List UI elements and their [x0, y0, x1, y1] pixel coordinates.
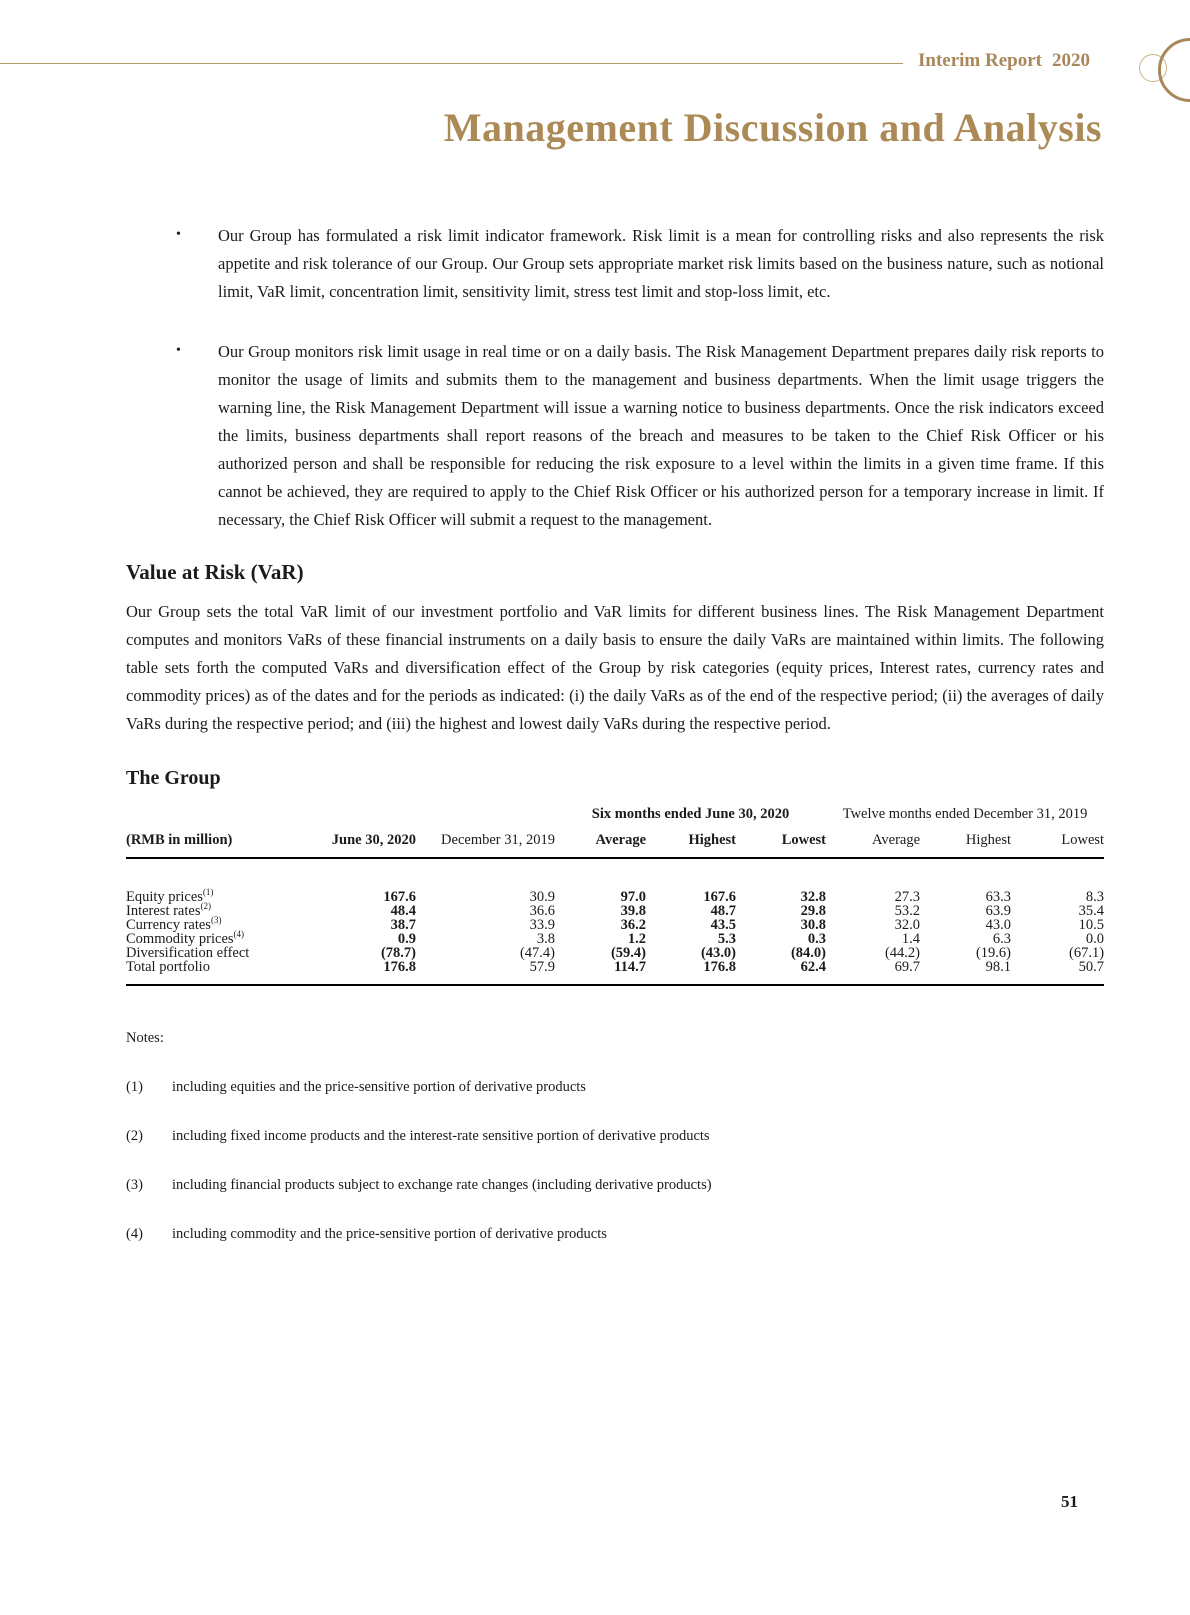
table-cell: (44.2) [884, 945, 921, 961]
row-label: Commodity prices$^{(4)}$ [126, 929, 245, 947]
table-group-header-row [126, 806, 1104, 832]
table-cell: 43.0 [985, 917, 1012, 933]
table-column-header: Lowest [1011, 832, 1104, 858]
table-cell: 29.8 [800, 903, 827, 919]
table-row [126, 932, 1104, 946]
note-number: (2) [126, 1128, 143, 1144]
note-item [126, 1176, 1104, 1194]
table-cell: 98.1 [920, 960, 1011, 985]
table-cell: 167.6 [383, 889, 416, 905]
note-item [126, 1225, 1104, 1243]
table-cell: 63.3 [985, 889, 1012, 905]
note-text: including fixed income products and the interest-rate sensitive portion of derivative products [172, 1128, 710, 1144]
page-title: Management Discussion and Analysis [443, 105, 1102, 150]
table-row [126, 858, 1104, 904]
table-cell: 176.8 [646, 960, 736, 985]
note-number: (3) [126, 1177, 143, 1193]
table-column-header: June 30, 2020 [297, 832, 416, 858]
notes-heading: Notes: [126, 1030, 164, 1046]
table-cell: 10.5 [1078, 917, 1105, 933]
table-cell: 53.2 [894, 903, 921, 919]
bullet-item [126, 222, 1104, 306]
var-table [126, 806, 1104, 986]
var-section-heading: Value at Risk (VaR) [126, 560, 304, 584]
table-column-header: Average [826, 832, 920, 858]
note-text: including commodity and the price-sensitive portion of derivative products [172, 1226, 607, 1242]
table-cell: 36.6 [529, 903, 555, 919]
table-row [126, 946, 1104, 960]
table-cell: (43.0) [700, 945, 736, 961]
note-text: including financial products subject to exchange rate changes (including derivative products) [172, 1177, 712, 1193]
note-text: including equities and the price-sensitive portion of derivative products [172, 1079, 586, 1095]
table-cell: 69.7 [826, 960, 920, 985]
table-cell: (59.4) [610, 945, 646, 961]
table-column-header: Average [555, 832, 646, 858]
row-label: Total portfolio [126, 960, 297, 985]
notes-list [126, 1078, 1104, 1243]
table-cell: (78.7) [380, 945, 416, 961]
table-cell: 1.4 [901, 931, 921, 947]
page-number: 51 [1061, 1492, 1078, 1511]
note-number: (4) [126, 1226, 143, 1242]
note-number: (1) [126, 1079, 143, 1095]
table-cell: 0.0 [1085, 931, 1105, 947]
row-label: Currency rates$^{(3)}$ [126, 915, 222, 933]
table-cell: 35.4 [1078, 903, 1105, 919]
table-cell: (67.1) [1069, 945, 1105, 961]
row-label: Equity prices$^{(1)}$ [126, 887, 214, 905]
bullet-text: Our Group monitors risk limit usage in real time or on a daily basis. The Risk Management Department prepares daily risk reports to monitor the usage of limits and submits them to the management and business departments. When the limit usage triggers the warning line, the Risk Management Department will issue a warning notice to business departments. Once the risk indicators exceed the limits, business departments shall report reasons of the breach and measures to be taken to the Chief Risk Officer or his authorized person and shall be responsible for reducing the risk exposure to a level within the limits in a given time frame. If this cannot be achieved, they are required to apply to the Chief Risk Officer or his authorized person for a temporary increase in limit. If necessary, the Chief Risk Officer will submit a request to the management. [218, 342, 1104, 529]
table-cell: 57.9 [416, 960, 555, 985]
table-column-header: Highest [920, 832, 1011, 858]
bullet-icon: • [176, 343, 181, 358]
table-cell: 39.8 [620, 903, 646, 919]
table-cell: 33.9 [529, 917, 555, 933]
table-cell: 36.2 [620, 917, 646, 933]
table-cell: 62.4 [736, 960, 826, 985]
table-group-header-twelve-months: Twelve months ended December 31, 2019 [842, 806, 1088, 822]
var-section-paragraph: Our Group sets the total VaR limit of our investment portfolio and VaR limits for different business lines. The Risk Management Department computes and monitors VaRs of these financial instruments on a daily basis to ensure the daily VaRs are maintained within limits. The following table sets forth the computed VaRs and diversification effect of the Group by risk categories (equity prices, Interest rates, currency rates and commodity prices) as of the dates and for the periods as indicated: (i) the daily VaRs as of the end of the respective period; (ii) the averages of daily VaRs during the respective period; and (iii) the highest and lowest daily VaRs during the respective period. [126, 602, 1104, 733]
table-cell: 5.3 [717, 931, 736, 947]
table-cell: 27.3 [894, 889, 921, 905]
table-row [126, 918, 1104, 932]
note-item [126, 1127, 1104, 1145]
row-label: Diversification effect [126, 945, 250, 961]
note-item [126, 1078, 1104, 1096]
table-column-header: December 31, 2019 [416, 832, 555, 858]
table-cell: 30.9 [529, 889, 555, 905]
table-column-header: (RMB in million) [126, 832, 297, 858]
table-cell: 43.5 [710, 917, 736, 933]
table-cell: 50.7 [1011, 960, 1104, 985]
report-label: Interim Report [918, 50, 1042, 71]
table-cell: (84.0) [790, 945, 827, 961]
table-cell: 48.4 [390, 903, 416, 919]
table-cell: (47.4) [519, 945, 555, 961]
bullet-list [126, 222, 1104, 534]
table-row [126, 904, 1104, 918]
table-cell: 32.0 [894, 917, 921, 933]
page-content [126, 222, 1104, 1243]
table-cell: 48.7 [710, 903, 736, 919]
table-cell: 1.2 [627, 931, 646, 947]
table-cell: 176.8 [297, 960, 416, 985]
bullet-text: Our Group has formulated a risk limit indicator framework. Risk limit is a mean for controlling risks and also represents the risk appetite and risk tolerance of our Group. Our Group sets appropriate market risk limits based on the business nature, such as notional limit, VaR limit, concentration limit, sensitivity limit, stress test limit and stop-loss limit, etc. [218, 226, 1104, 301]
table-cell: 6.3 [992, 931, 1012, 947]
table-cell: 0.3 [807, 931, 827, 947]
table-cell: 30.8 [800, 917, 827, 933]
header-rule [0, 63, 903, 64]
table-column-header: Lowest [736, 832, 826, 858]
table-cell: 38.7 [390, 917, 416, 933]
table-cell: 32.8 [800, 889, 827, 905]
table-cell: 8.3 [1085, 889, 1105, 905]
group-section-heading: The Group [126, 767, 221, 789]
table-cell: (19.6) [975, 945, 1012, 961]
bullet-item [126, 338, 1104, 534]
table-cell: 97.0 [620, 889, 646, 905]
table-column-header-row [126, 832, 1104, 858]
table-cell: 114.7 [555, 960, 646, 985]
bullet-icon: • [176, 227, 181, 242]
decorative-circle-large-icon [1158, 38, 1190, 102]
table-column-header: Highest [646, 832, 736, 858]
var-table-body [126, 858, 1104, 985]
table-cell: 167.6 [703, 889, 736, 905]
table-cell: 0.9 [397, 931, 416, 947]
row-label: Interest rates$^{(2)}$ [126, 901, 211, 919]
table-cell: 3.8 [536, 931, 555, 947]
table-cell: 63.9 [985, 903, 1012, 919]
report-year: 2020 [1052, 50, 1090, 71]
table-row [126, 960, 1104, 985]
table-group-header-six-months: Six months ended June 30, 2020 [591, 806, 790, 822]
report-badge [918, 50, 1090, 72]
